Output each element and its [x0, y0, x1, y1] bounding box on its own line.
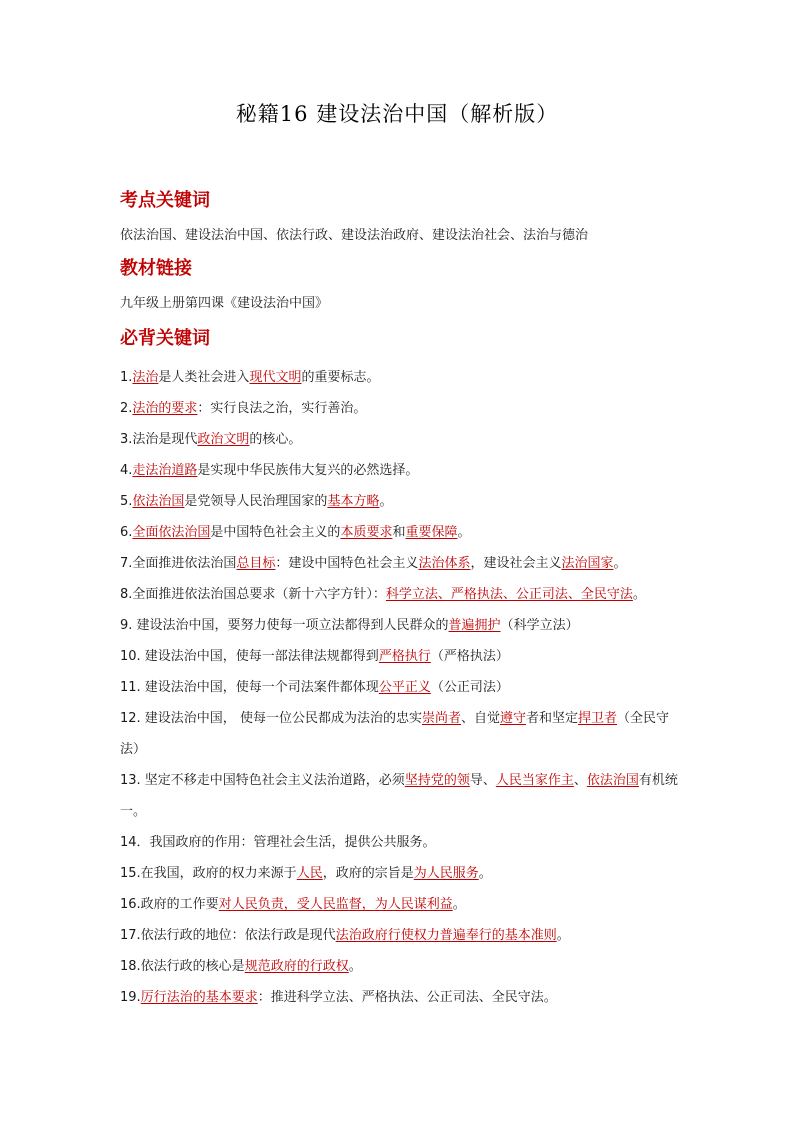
item-text: 11. 建设法治中国，使每一个司法案件都体现: [120, 680, 379, 695]
list-item: [120, 982, 680, 1013]
item-text: 18.依法行政的核心是: [120, 959, 245, 974]
list-item: [120, 610, 680, 641]
list-item: [120, 672, 680, 703]
highlighted-keyword: 法治政府行使权力普遍奉行的基本准则: [335, 928, 557, 943]
highlighted-keyword: 为人民服务: [413, 866, 479, 881]
item-text: 是中国特色社会主义的: [210, 525, 341, 540]
list-item: [120, 393, 680, 424]
page-title: 秘籍16 建设法治中国（解析版）: [235, 102, 559, 126]
highlighted-keyword: 现代文明: [249, 370, 302, 385]
item-text: 的重要标志。: [301, 370, 380, 385]
highlighted-keyword: 规范政府的行政权: [244, 959, 349, 974]
item-text: 。: [632, 587, 646, 602]
item-text: 、自觉: [460, 711, 500, 726]
item-text: （严格执法）: [430, 649, 509, 664]
highlighted-keyword: 厉行法治的基本要求: [140, 990, 258, 1005]
highlighted-keyword: 公平正义: [378, 680, 431, 695]
highlighted-keyword: 法治国家: [561, 556, 614, 571]
list-item: [120, 455, 680, 486]
highlighted-keyword: 法治: [132, 370, 159, 385]
list-item: [120, 827, 680, 858]
list-item: [120, 424, 680, 455]
item-text: 。: [452, 897, 466, 912]
item-text: ：建设中国特色社会主义: [275, 556, 419, 571]
item-text: ：实行良法之治，实行善治。: [197, 401, 367, 416]
list-item: [120, 951, 680, 982]
item-text: 19.: [120, 990, 141, 1005]
item-text: 12. 建设法治中国， 使每一位公民都成为法治的忠实: [120, 711, 422, 726]
item-text: 8.全面推进依法治国总要求（新十六字方针）：: [120, 587, 386, 602]
highlighted-keyword: 依法治国: [586, 773, 639, 788]
item-text: 16.政府的工作要: [120, 897, 219, 912]
highlighted-keyword: 政治文明: [197, 432, 250, 447]
highlighted-keyword: 严格执行: [378, 649, 431, 664]
item-text: ，建设社会主义: [470, 556, 562, 571]
item-text: （全民守法）: [120, 711, 670, 757]
item-text: 。: [379, 494, 393, 509]
item-text: 是党领导人民治理国家的: [184, 494, 328, 509]
item-text: 13. 坚定不移走中国特色社会主义法治道路，必须: [120, 773, 405, 788]
heading-textbook: 教材链接: [120, 258, 192, 279]
item-text: 10. 建设法治中国，使每一部法律法规都得到: [120, 649, 379, 664]
highlighted-keyword: 法治的要求: [132, 401, 198, 416]
list-item: [120, 579, 680, 610]
item-text: ：推进科学立法、严格执法、公正司法、全民守法。: [257, 990, 557, 1005]
highlighted-keyword: 普遍拥护: [448, 618, 501, 633]
highlighted-keyword: 重要保障: [405, 525, 458, 540]
item-text: 有机统一。: [120, 773, 678, 819]
list-item: [120, 548, 680, 579]
item-text: 是人类社会进入: [158, 370, 250, 385]
item-text: 者和坚定: [526, 711, 579, 726]
list-item: [120, 920, 680, 951]
item-text: 。: [457, 525, 471, 540]
item-text: 是实现中华民族伟大复兴的必然选择。: [197, 463, 419, 478]
item-text: ，政府的宗旨是: [322, 866, 414, 881]
highlighted-keyword: 对人民负责，受人民监督，为人民谋利益: [218, 897, 453, 912]
item-text: 。: [613, 556, 627, 571]
list-item: [120, 486, 680, 517]
list-item: [120, 641, 680, 672]
highlighted-keyword: 坚持党的领: [404, 773, 470, 788]
item-text: 7.全面推进依法治国: [120, 556, 237, 571]
highlighted-keyword: 走法治道路: [132, 463, 198, 478]
highlighted-keyword: 崇尚者: [421, 711, 461, 726]
item-text: 3.法治是现代: [120, 432, 198, 447]
highlighted-keyword: 捍卫者: [578, 711, 618, 726]
highlighted-keyword: 依法治国: [132, 494, 185, 509]
item-text: （科学立法）: [500, 618, 579, 633]
list-item: [120, 362, 680, 393]
list-item: [120, 703, 680, 765]
item-text: 1.: [120, 370, 133, 385]
item-text: 15.在我国，政府的权力来源于: [120, 866, 297, 881]
highlighted-keyword: 总目标: [236, 556, 276, 571]
item-text: 14．我国政府的作用：管理社会生活，提供公共服务。: [120, 835, 436, 850]
item-text: 17.依法行政的地位：依法行政是现代: [120, 928, 336, 943]
highlighted-keyword: 基本方略: [327, 494, 380, 509]
item-text: 2.: [120, 401, 133, 416]
textbook-text: 九年级上册第四课《建设法治中国》: [120, 296, 329, 311]
heading-must-memorize: 必背关键词: [120, 328, 210, 349]
item-text: 。: [478, 866, 492, 881]
heading-keywords: 考点关键词: [120, 190, 210, 211]
highlighted-keyword: 科学立法、严格执法、公正司法、全民守法: [385, 587, 633, 602]
highlighted-keyword: 法治体系: [418, 556, 471, 571]
item-text: 5.: [120, 494, 133, 509]
highlighted-keyword: 本质要求: [340, 525, 393, 540]
item-text: 和: [392, 525, 406, 540]
item-text: 9. 建设法治中国，要努力使每一项立法都得到人民群众的: [120, 618, 449, 633]
item-text: 。: [556, 928, 570, 943]
highlighted-keyword: 全面依法治国: [132, 525, 211, 540]
highlighted-keyword: 人民当家作主: [495, 773, 574, 788]
item-text: 4.: [120, 463, 133, 478]
item-text: 导、: [469, 773, 496, 788]
highlighted-keyword: 人民: [296, 866, 323, 881]
item-text: 、: [573, 773, 587, 788]
list-item: [120, 858, 680, 889]
highlighted-keyword: 遵守: [499, 711, 526, 726]
item-text: 6.: [120, 525, 133, 540]
list-item: [120, 517, 680, 548]
list-item: [120, 889, 680, 920]
item-text: 的核心。: [249, 432, 302, 447]
item-text: 。: [348, 959, 362, 974]
list-item: [120, 765, 680, 827]
item-text: （公正司法）: [430, 680, 509, 695]
keywords-text: 依法治国、建设法治中国、依法行政、建设法治政府、建设法治社会、法治与德治: [120, 228, 589, 243]
